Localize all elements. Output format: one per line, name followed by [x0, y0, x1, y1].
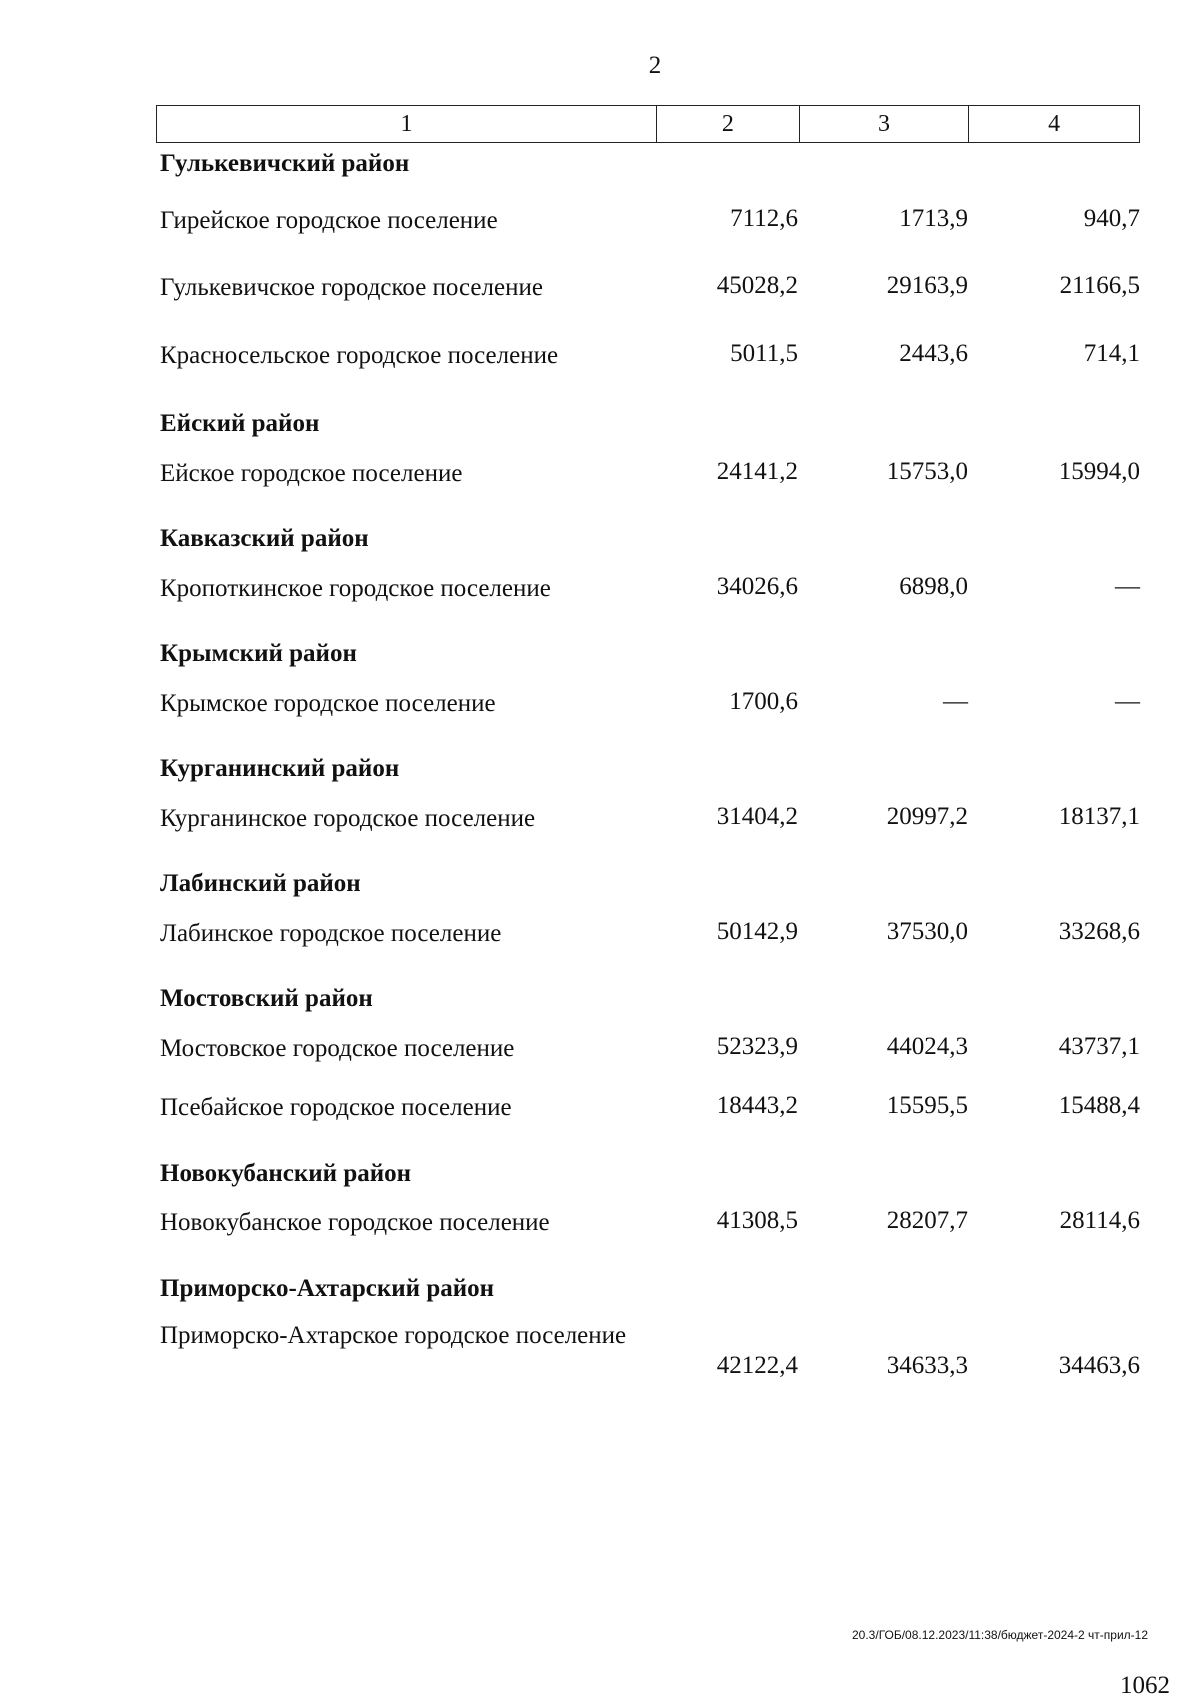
value-col-4: 15488,4 — [1058, 1092, 1140, 1119]
value-col-2: 50142,9 — [716, 918, 798, 945]
district-heading: Приморско-Ахтарский район — [160, 1275, 495, 1302]
district-heading: Мостовский район — [160, 985, 373, 1012]
settlement-name: Приморско-Ахтарское городское поселение — [160, 1322, 627, 1349]
value-col-4: 940,7 — [1083, 205, 1140, 232]
settlement-name: Гирейское городское поселение — [160, 207, 498, 234]
header-col-4: 4 — [968, 106, 1139, 142]
value-col-3: 37530,0 — [886, 918, 968, 945]
settlement-name: Ейское городское поселение — [160, 460, 463, 487]
settlement-name: Мостовское городское поселение — [160, 1035, 515, 1062]
header-col-2: 2 — [656, 106, 799, 142]
value-col-2: 34026,6 — [716, 573, 798, 600]
document-code: 20.3/ГОБ/08.12.2023/11:38/бюджет-2024-2 чт-прил-12 — [852, 1628, 1148, 1642]
header-col-1: 1 — [400, 110, 413, 137]
value-col-4: 18137,1 — [1058, 803, 1140, 830]
settlement-name: Курганинское городское поселение — [160, 805, 536, 832]
value-col-3: 15753,0 — [886, 458, 968, 485]
value-col-3: 29163,9 — [886, 272, 968, 299]
value-col-2: 45028,2 — [716, 272, 798, 299]
value-col-3: 2443,6 — [899, 340, 968, 367]
value-col-2: 5011,5 — [730, 340, 798, 367]
value-col-3: 15595,5 — [886, 1092, 968, 1119]
settlement-name: Лабинское городское поселение — [160, 920, 502, 947]
district-heading: Крымский район — [160, 640, 357, 667]
value-col-3: 20997,2 — [886, 803, 968, 830]
value-col-4: — — [1115, 573, 1140, 600]
settlement-name: Гулькевичское городское поселение — [160, 274, 543, 301]
value-col-3: 1713,9 — [899, 205, 968, 232]
value-col-4: 43737,1 — [1058, 1033, 1140, 1060]
district-heading: Гулькевичский район — [160, 150, 410, 177]
header-col-3: 3 — [799, 106, 969, 142]
settlement-name: Красносельское городское поселение — [160, 342, 559, 369]
value-col-2: 18443,2 — [716, 1092, 798, 1119]
value-col-2: 42122,4 — [716, 1352, 798, 1379]
settlement-name: Псебайское городское поселение — [160, 1094, 512, 1121]
value-col-3: 6898,0 — [899, 573, 968, 600]
settlement-name: Крымское городское поселение — [160, 690, 496, 717]
value-col-4: 33268,6 — [1058, 918, 1140, 945]
value-col-3: 28207,7 — [886, 1207, 968, 1234]
settlement-name: Новокубанское городское поселение — [160, 1209, 550, 1236]
settlement-name: Кропоткинское городское поселение — [160, 575, 551, 602]
value-col-2: 41308,5 — [716, 1207, 798, 1234]
value-col-2: 7112,6 — [730, 205, 798, 232]
value-col-4: — — [1115, 688, 1140, 715]
value-col-4: 28114,6 — [1059, 1207, 1140, 1234]
district-heading: Курганинский район — [160, 755, 400, 782]
value-col-4: 714,1 — [1083, 340, 1140, 367]
value-col-3: 34633,3 — [886, 1352, 968, 1379]
value-col-2: 1700,6 — [729, 688, 798, 715]
sheet-number: 1062 — [1120, 1672, 1170, 1699]
value-col-2: 24141,2 — [716, 458, 798, 485]
value-col-3: — — [943, 688, 968, 715]
district-heading: Кавказский район — [160, 525, 369, 552]
district-heading: Новокубанский район — [160, 1160, 412, 1187]
value-col-3: 44024,3 — [886, 1033, 968, 1060]
value-col-2: 52323,9 — [716, 1033, 798, 1060]
value-col-4: 34463,6 — [1058, 1352, 1140, 1379]
page-number: 2 — [648, 52, 662, 79]
value-col-4: 15994,0 — [1058, 458, 1140, 485]
value-col-2: 31404,2 — [716, 803, 798, 830]
district-heading: Лабинский район — [160, 870, 361, 897]
value-col-4: 21166,5 — [1059, 272, 1140, 299]
district-heading: Ейский район — [160, 410, 320, 437]
